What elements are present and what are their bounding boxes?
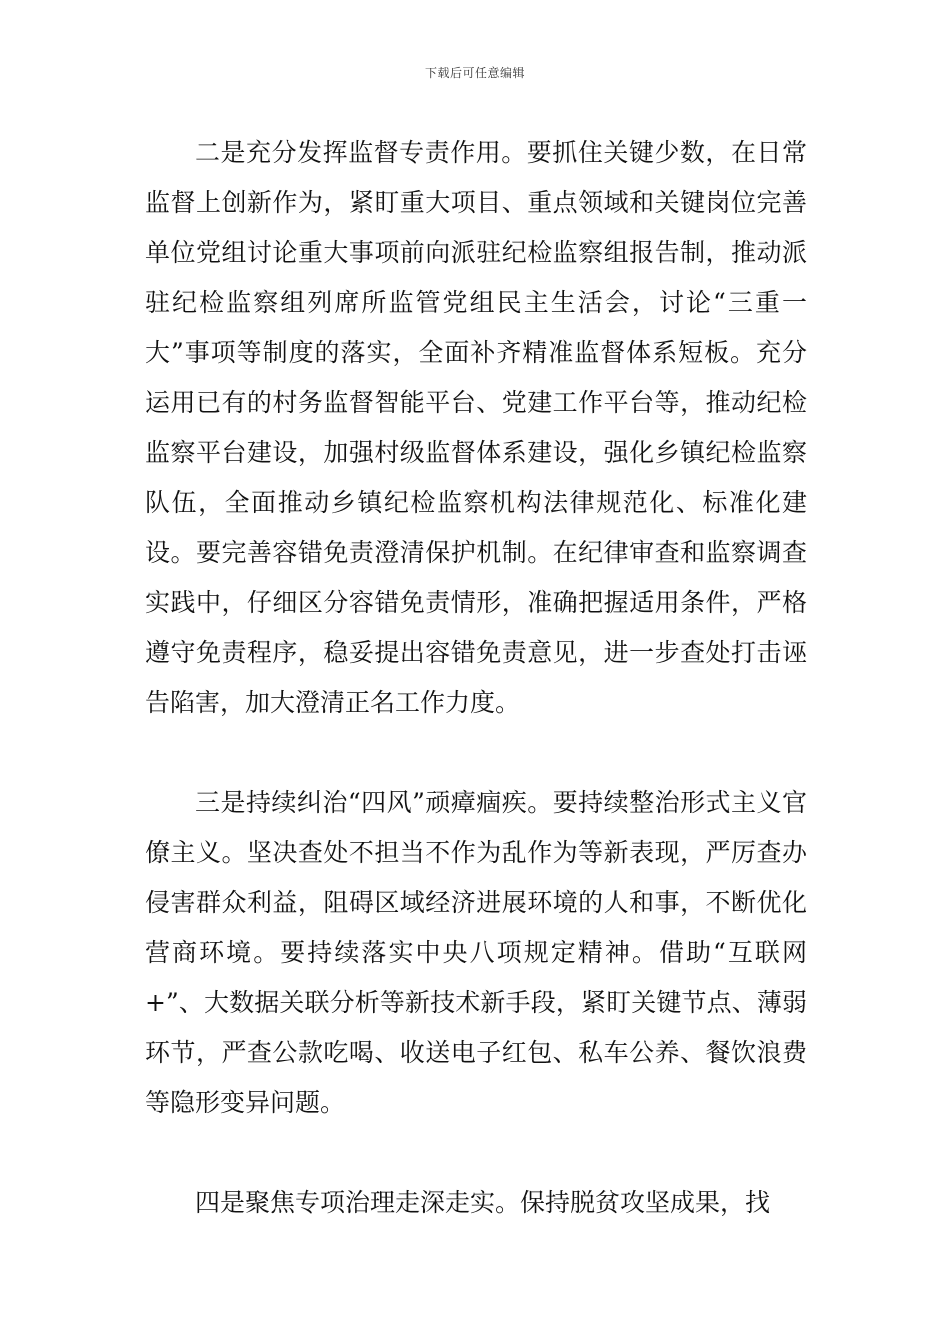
paragraph-four-winds: 三是持续纠治“四风”顽瘴痼疾。要持续整治形式主义官僚主义。坚决查处不担当不作为乱作为等新表现，严厉查办侵害群众利益，阻碍区域经济进展环境的人和事，不断优化营商环境。要持续落实中央八项规定精神。借助“互联网+”、大数据关联分析等新技术新手段，紧盯关键节点、薄弱环节，严查公款吃喝、收送电子红包、私车公养、餐饮浪费等隐形变异问题。 <box>145 788 807 1117</box>
document-body <box>145 128 807 1228</box>
page-header: 下载后可任意编辑 <box>424 66 525 80</box>
paragraph-special-governance: 四是聚焦专项治理走深走实。保持脱贫攻坚成果，找 <box>195 1188 771 1217</box>
paragraph-supervision: 二是充分发挥监督专责作用。要抓住关键少数，在日常监督上创新作为，紧盯重大项目、重点领域和关键岗位完善单位党组讨论重大事项前向派驻纪检监察组报告制，推动派驻纪检监察组列席所监管党组民主生活会，讨论“三重一大”事项等制度的落实，全面补齐精准监督体系短板。充分运用已有的村务监督智能平台、党建工作平台等，推动纪检监察平台建设，加强村级监督体系建设，强化乡镇纪检监察队伍，全面推动乡镇纪检监察机构法律规范化、标准化建设。要完善容错免责澄清保护机制。在纪律审查和监察调查实践中，仔细区分容错免责情形，准确把握适用条件，严格遵守免责程序，稳妥提出容错免责意见，进一步查处打击诬告陷害，加大澄清正名工作力度。 <box>145 138 807 717</box>
